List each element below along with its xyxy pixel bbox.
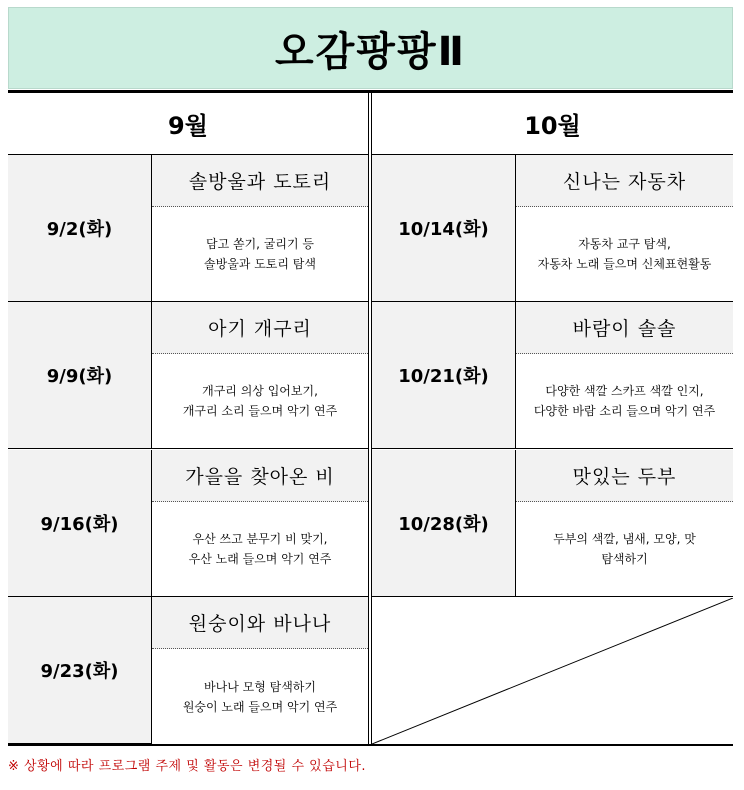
diagonal-line — [372, 598, 733, 744]
description-line: 두부의 색깔, 냄새, 모양, 맛 — [553, 532, 696, 546]
session-description — [516, 502, 733, 597]
session-description — [152, 502, 368, 597]
month-header-september: 9월 — [8, 93, 368, 155]
empty-cell-slash — [372, 598, 733, 744]
session-date: 9/23(화) — [8, 597, 152, 744]
description-line: 우산 노래 들으며 악기 연주 — [188, 552, 332, 566]
session-topic: 원숭이와 바나나 — [152, 597, 368, 649]
session-topic: 아기 개구리 — [152, 302, 368, 354]
session-topic: 가을을 찾아온 비 — [152, 450, 368, 502]
description-line: 다양한 색깔 스카프 색깔 인지, — [545, 384, 704, 398]
description-line: 개구리 의상 입어보기, — [202, 384, 318, 398]
session-description — [516, 207, 733, 302]
description-line: 개구리 소리 들으며 악기 연주 — [182, 404, 338, 418]
description-line: 다양한 바람 소리 들으며 악기 연주 — [533, 404, 716, 418]
program-title-banner — [8, 7, 733, 89]
program-title: 오감팡팡Ⅱ — [275, 28, 466, 75]
session-description — [516, 354, 733, 449]
session-topic: 신나는 자동차 — [516, 155, 733, 207]
description-line: 솔방울과 도토리 탐색 — [204, 257, 316, 271]
description-line: 원숭이 노래 들으며 악기 연주 — [182, 699, 338, 714]
month-header-october: 10월 — [372, 93, 733, 155]
session-topic: 솔방울과 도토리 — [152, 155, 368, 207]
session-topic: 바람이 솔솔 — [516, 302, 733, 354]
session-description — [152, 354, 368, 449]
session-description — [152, 649, 368, 744]
schedule-table — [8, 90, 733, 746]
session-description — [152, 207, 368, 302]
description-line: 탐색하기 — [601, 552, 648, 566]
session-date: 9/2(화) — [8, 155, 152, 302]
table-bottom-rule — [8, 744, 733, 746]
session-date: 10/14(화) — [372, 155, 516, 302]
session-date: 9/16(화) — [8, 450, 152, 597]
description-line: 우산 쓰고 분무기 비 맞기, — [192, 532, 328, 546]
description-line: 자동차 교구 탐색, — [578, 237, 671, 251]
session-date: 10/21(화) — [372, 302, 516, 449]
change-notice: ※ 상황에 따라 프로그램 주제 및 활동은 변경될 수 있습니다. — [8, 759, 367, 774]
session-topic: 맛있는 두부 — [516, 450, 733, 502]
description-line: 바나나 모형 탐색하기 — [204, 679, 316, 694]
description-line: 담고 쏟기, 굴리기 등 — [206, 237, 314, 251]
description-line: 자동차 노래 들으며 신체표현활동 — [537, 257, 712, 271]
session-date: 10/28(화) — [372, 450, 516, 597]
session-date: 9/9(화) — [8, 302, 152, 449]
